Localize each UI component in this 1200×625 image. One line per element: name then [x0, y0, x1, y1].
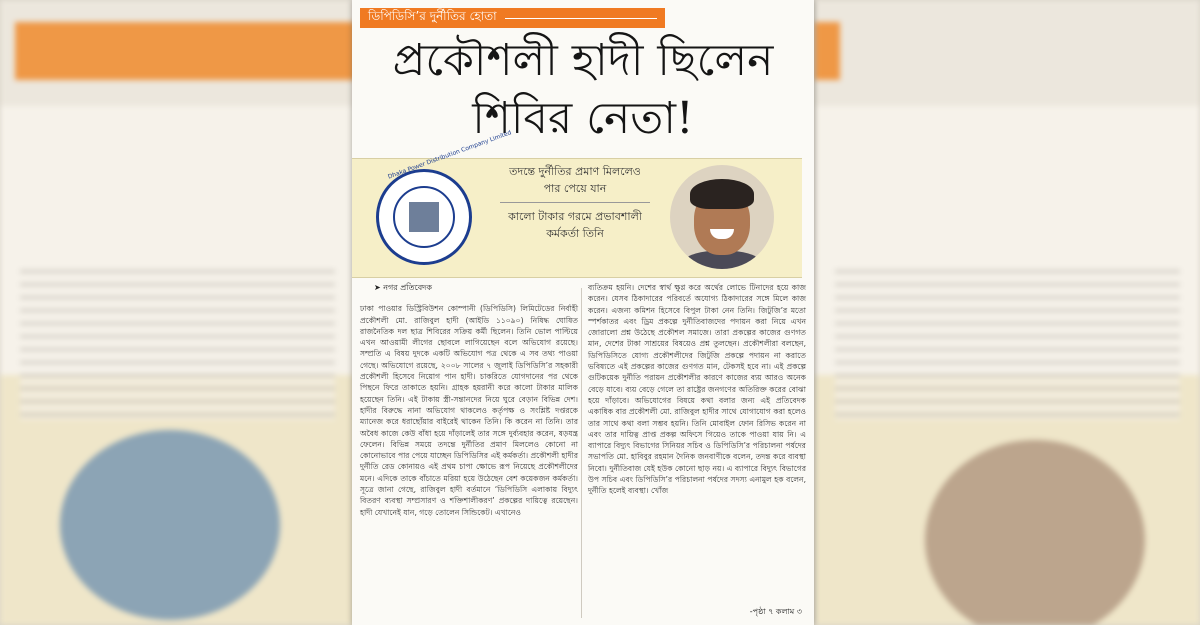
background-left-blur [0, 0, 355, 625]
background-logo-blur [60, 430, 280, 620]
byline-text: নগর প্রতিবেদক [383, 283, 432, 292]
headline [352, 32, 814, 148]
dpdc-logo [376, 129, 513, 265]
engineer-portrait [670, 165, 774, 269]
byline-arrow-icon: ➤ [374, 283, 381, 292]
background-right-blur [815, 0, 1200, 625]
background-text-lines [835, 260, 1180, 420]
background-band [15, 22, 355, 80]
article-body-left: ঢাকা পাওয়ার ডিস্ট্রিবিউশন কোম্পানী (ডিপিডিসি) লিমিটেডের নির্বাহী প্রকৌশলী মো. রাজিবুল হাদী (আইডি ১১০৯০) নিষিদ্ধ ঘোষিত রাজনৈতিক দল ছাত্র শিবিরের সক্রিয় কর্মী ছিলেন। তিনি ভোল পাল্টিয়ে এখন আওয়ামী লীগের ছোবলে লাগিয়েছেন বলে অভিযোগ রয়েছে। সম্প্রতি এ বিষয় দুদকে একটি অভিযোগ পত্র থেকে এ সব তথ্য পাওয়া গেছে। অভিযোগে রয়েছে, ২০০৮ সালের ৭ জুলাই ডিপিডিসি’র সহকারী প্রকৌশলী হিসেবে নিয়োগ পান হাদী। চাকরিতে যোগদানের পর থেকে পিছনে ফিরে তাকাতে হয়নি। গ্রাহক হয়রানী করে কালো টাকার মালিক হয়েছেন তিনি। এই টাকায় স্ত্রী-সন্তানদের নিয়ে ঘুরে বেড়ান বিভিন্ন দেশ। হাদীর বিরুদ্ধে নানা অভিযোগ থাকলেও কর্তৃপক্ষ ও সংশ্লিষ্ট দপ্তরকে ম্যানেজ করে ধরাছোঁয়ার বাইরেই থাকেন তিনি। কি করেন না তিনি। তার অবৈধ কাজে কেউ বাঁধা হয়ে দাঁড়ালেই তার সঙ্গে দুর্ব্যবহার করেন, ষড়যন্ত্র ফেলেন। বিভিন্ন সময়ে তদন্তে দুর্নীতির প্রমাণ মিললেও কোনো না কোনোভাবে পার পেয়ে যাচ্ছেন ডিপিডিসির এই কর্মকর্তা। প্রকৌশলী হাদীর দুর্নীতি রেড কোনায়ও এই প্রথম চাপা ক্ষোভে রূপ নিয়েছে প্রকৌশলীদের মনে। এদিকে তাকে বাঁচাতে মরিয়া হয়ে উঠেছেন বেশ কয়েকজন কর্মকর্তা। সূত্রে জানা গেছে, রাজিবুল হাদী বর্তমানে ‘ডিপিডিসি এলাকায় বিদ্যুৎ বিতরণ ব্যবস্থা সম্প্রসারণ ও শক্তিশালীকরণ’ প্রকল্পের দায়িত্বে রয়েছেন। হাদী যেখানেই যান, গড়ে তোলেন সিন্ডিকেট। এখানেও [360, 304, 578, 517]
newspaper-page [352, 0, 814, 625]
logo-inner-ring [393, 186, 455, 248]
transformer-icon [409, 202, 439, 232]
background-text-lines [20, 260, 335, 420]
headline-line-2: শিবির নেতা! [472, 93, 694, 144]
portrait-hair [690, 179, 754, 209]
quote-divider [500, 202, 650, 203]
logo-ring-text: Dhaka Power Distribution Company Limited [387, 129, 513, 181]
background-portrait-blur [925, 440, 1145, 625]
highlight-box [352, 129, 802, 278]
article-column-right [588, 282, 806, 497]
article-body-right: ব্যতিক্রম হয়নি। দেশের স্বার্থ ক্ষুণ্ণ করে অর্থের লোভে টিনাদের হয়ে কাজ করেন। যেসব ঠিকাদারের পরিবর্তে অযোগ্য ঠিকাদারের সঙ্গে মিলে কাজ করেন। এজন্য কমিশন হিসেবে বিপুল টাকা নেন তিনি। জিটুজি’র মতো স্পর্শকাতর এবং ড্রিম প্রকল্পে দুর্নীতিবাজদের পদায়ন করা নিয়ে এখন জোরালো প্রশ্ন উঠেছে প্রকৌশল সমাজে। তারা প্রকল্পের কাজের গুণগত মান, দেশের টাকা সাশ্রয়ের বিষয়েও প্রশ্ন তুলছেন। প্রকৌশলীরা বলছেন, ডিপিডিসিতে যোগ্য প্রকৌশলীদের জিটুজি প্রকল্পে পদায়ন না করাতে ভবিষ্যতে এই প্রকল্পের কাজের গুণগত মান, টেকসই হবে না। এই প্রকল্পে গুটিকয়েক দুর্নীতি পরায়ন প্রকৌশলীর কারণে কাজের ব্যয় আরও অনেক বেড়ে যাবে। ব্যয় বেড়ে গেলে তা রাষ্ট্রের জনগণের অতিরিক্ত করের বোঝা হয়ে দাঁড়াবে। অভিযোগের বিষয়ে কথা বলার জন্য এই প্রতিবেদক একাধিক বার প্রকৌশলী মো. রাজিবুল হাদীর সাথে যোগাযোগ করা হলেও তার সাথে কথা বলা সম্ভব হয়নি। তিনি মোবাইল ফোন রিসিভ করেন না এবং তার দায়িত্ব প্রাপ্ত প্রকল্প অফিসে গিয়েও তাকে পাওয়া যায় নি। এ ব্যাপারে বিদ্যুৎ বিভাগের সিনিয়র সচিব ও ডিপিডিসি’র পরিচালনা পর্ষদের সভাপতি মো. হাবিবুর রহমান দৈনিক জনবাণীকে বলেন, তদন্ত করে ব্যবস্থা নিবো। দুর্নীতিবাজ যেই হউক কোনো ছাড় নয়। এ ব্যাপারে বিদ্যুৎ বিভাগের উপ সচিব এবং ডিপিডিসি’র পরিচালনা পর্ষদের সদস্য এনামুল হক বলেন, দুর্নীতি হলেই ব্যবস্থা। খোঁজ [588, 283, 806, 496]
kicker-bar [360, 8, 665, 28]
kicker-rule [505, 18, 657, 19]
column-divider [581, 288, 582, 618]
headline-line-1: প্রকৌশলী হাদী ছিলেন [392, 35, 774, 86]
pull-quote-1: তদন্তে দুর্নীতির প্রমাণ মিললেও পার পেয়ে যান [509, 165, 641, 195]
background-band [815, 22, 840, 80]
pull-quotes [500, 163, 650, 242]
kicker-label: ডিপিডিসি’র দুর্নীতির হোতা [368, 9, 497, 23]
article-column-left [360, 282, 578, 518]
byline [374, 282, 578, 293]
continued-page-reference: -পৃষ্ঠা ৭ কলাম ৩ [749, 607, 802, 616]
pull-quote-2: কালো টাকার গরমে প্রভাবশালী কর্মকর্তা তিনি [508, 210, 642, 240]
